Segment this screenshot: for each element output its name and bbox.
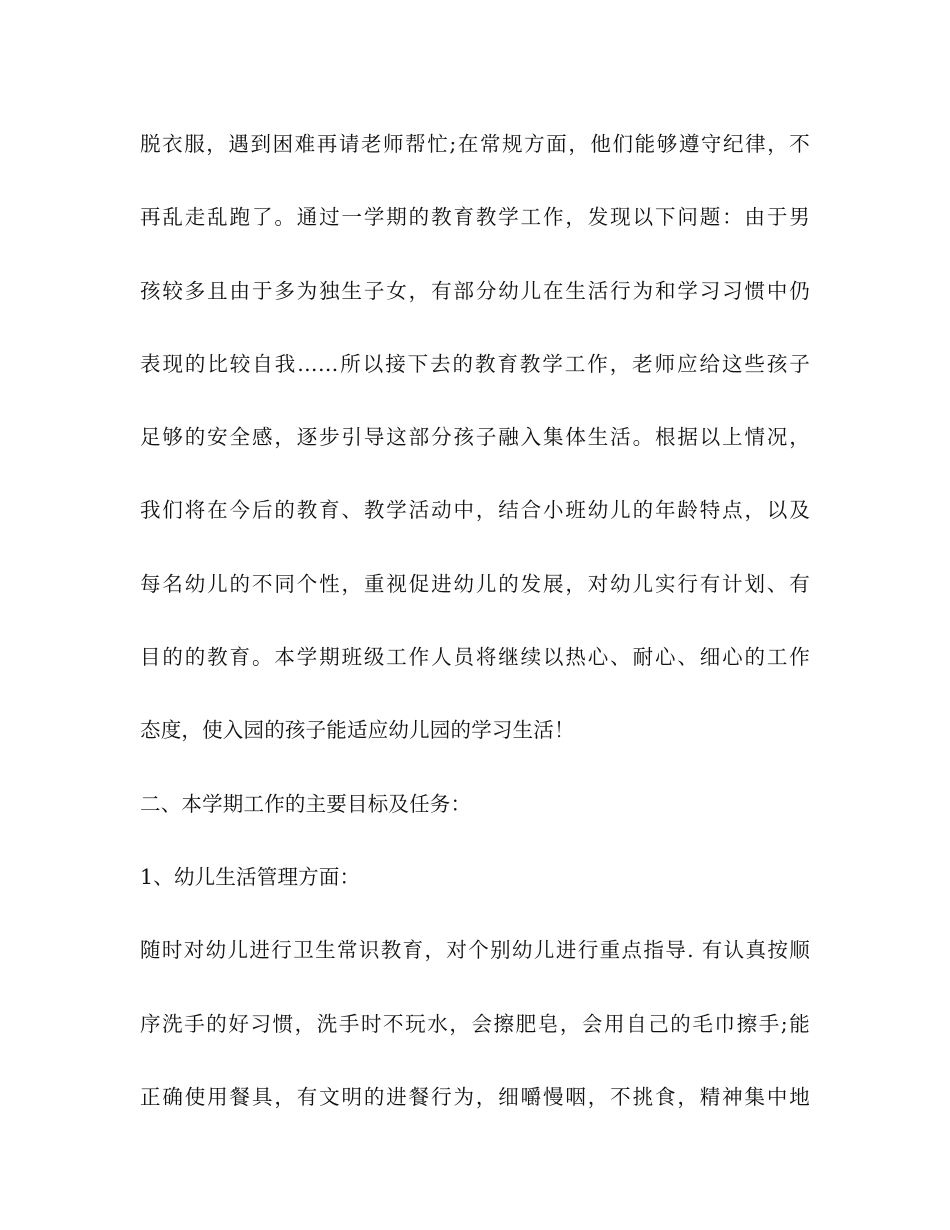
subsection-heading: 1、幼儿生活管理方面： bbox=[140, 864, 361, 889]
text-line: 目的的教育。本学期班级工作人员将继续以热心、耐心、细心的工作 bbox=[140, 645, 810, 670]
document-body bbox=[140, 112, 810, 1138]
text-line: 脱衣服，遇到困难再请老师帮忙;在常规方面，他们能够遵守纪律，不 bbox=[140, 132, 810, 156]
text-line: 正确使用餐具，有文明的进餐行为，细嚼慢咽，不挑食，精神集中地 bbox=[140, 1084, 810, 1109]
text-line: 随时对幼儿进行卫生常识教育，对个别幼儿进行重点指导. 有认真按顺 bbox=[140, 938, 810, 963]
text-line: 再乱走乱跑了。通过一学期的教育教学工作，发现以下问题：由于男 bbox=[140, 205, 810, 230]
text-line: 序洗手的好习惯，洗手时不玩水，会擦肥皂，会用自己的毛巾擦手;能 bbox=[140, 1011, 810, 1036]
section-heading: 二、本学期工作的主要目标及任务： bbox=[140, 791, 472, 816]
text-line: 足够的安全感，逐步引导这部分孩子融入集体生活。根据以上情况， bbox=[140, 425, 810, 450]
text-line: 我们将在今后的教育、教学活动中，结合小班幼儿的年龄特点，以及 bbox=[140, 498, 810, 523]
text-line: 表现的比较自我……所以接下去的教育教学工作，老师应给这些孩子 bbox=[140, 351, 810, 376]
text-line: 孩较多且由于多为独生子女，有部分幼儿在生活行为和学习习惯中仍 bbox=[140, 278, 810, 303]
text-line: 每名幼儿的不同个性，重视促进幼儿的发展，对幼儿实行有计划、有 bbox=[140, 571, 810, 596]
text-line: 态度，使入园的孩子能适应幼儿园的学习生活！ bbox=[140, 718, 575, 743]
